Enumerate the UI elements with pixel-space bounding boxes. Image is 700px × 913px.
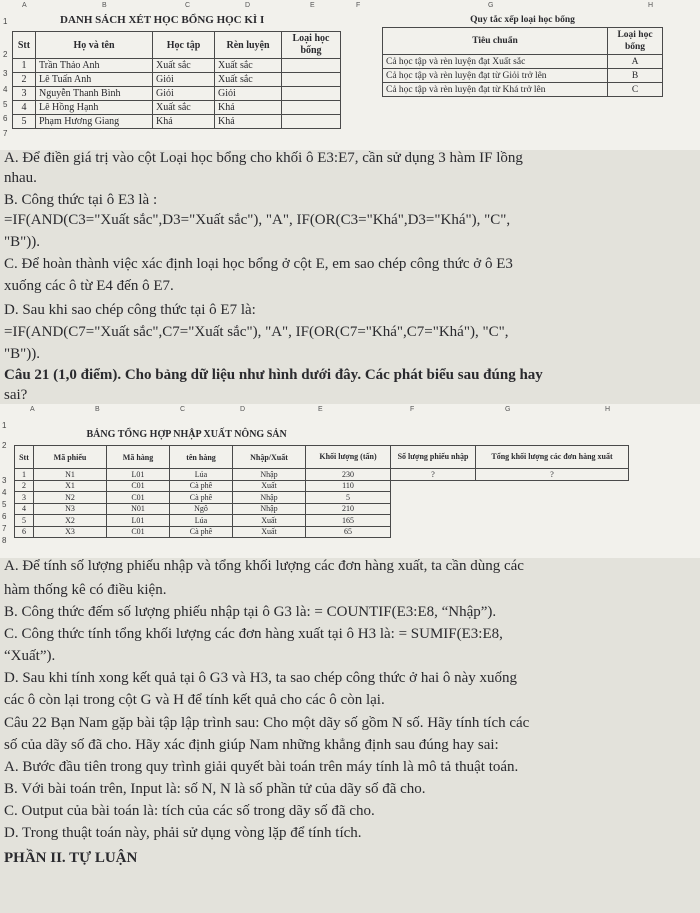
question-22-title: Câu 22 Bạn Nam gặp bài tập lập trình sau: Cho một dãy số gồm N số. Hãy tính tích các	[4, 715, 530, 731]
col-header: Tổng khối lượng các đơn hàng xuất	[476, 446, 629, 469]
cell[interactable]: A	[608, 55, 663, 69]
text-line: =IF(AND(C3="Xuất sắc",D3="Xuất sắc"), "A", IF(OR(C3="Khá",D3="Khá"), "C",	[4, 212, 511, 228]
row-number: 7	[2, 524, 7, 533]
text-line: C. Công thức tính tổng khối lượng các đơn hàng xuất tại ô H3 là: = SUMIF(E3:E8,	[4, 626, 503, 642]
cell[interactable]	[282, 59, 341, 73]
table-row	[15, 503, 629, 515]
col-header: tên hàng	[170, 446, 233, 469]
col-letter: E	[310, 2, 315, 9]
cell[interactable]: Giỏi	[153, 73, 215, 87]
table-row	[383, 55, 663, 69]
cell[interactable]: Khá	[215, 115, 282, 129]
cell[interactable]: Cả học tập và rèn luyện đạt Xuất sắc	[383, 55, 608, 69]
text-line: hàm thống kê có điều kiện.	[4, 582, 167, 598]
cell[interactable]: Nhập	[233, 492, 306, 504]
total-export-cell[interactable]: ?	[476, 469, 629, 481]
text-line: xuống các ô từ E4 đến ô E7.	[4, 278, 174, 294]
col-letter: D	[245, 2, 251, 9]
cell[interactable]: L01	[107, 515, 170, 527]
row-number: 4	[2, 488, 7, 497]
col-letter: G	[488, 2, 494, 9]
cell[interactable]: L01	[107, 469, 170, 481]
text-line: B. Với bài toán trên, Input là: số N, N là số phần tử của dãy số đã cho.	[4, 781, 426, 797]
cell[interactable]: N2	[34, 492, 107, 504]
col-header: Loại học bổng	[282, 32, 341, 59]
cell[interactable]: 2	[13, 73, 36, 87]
cell[interactable]: Cả học tập và rèn luyện đạt từ Khá trở lên	[383, 83, 608, 97]
table-row	[15, 526, 629, 538]
cell[interactable]: Nguyễn Thanh Bình	[36, 87, 153, 101]
text-line: B. Công thức đếm số lượng phiếu nhập tại ô G3 là: = COUNTIF(E3:E8, “Nhập”).	[4, 604, 497, 620]
col-header: Mã hàng	[107, 446, 170, 469]
cell[interactable]: Lúa	[170, 515, 233, 527]
cell[interactable]: N3	[34, 503, 107, 515]
cell[interactable]: Xuất sắc	[153, 101, 215, 115]
cell[interactable]: Khá	[153, 115, 215, 129]
table-row	[13, 87, 341, 101]
col-header: Loại học bổng	[608, 28, 663, 55]
text-line: A. Để điền giá trị vào cột Loại học bổng cho khối ô E3:E7, cần sử dụng 3 hàm IF lồng	[4, 150, 523, 166]
cell[interactable]: 5	[306, 492, 391, 504]
row-number: 8	[2, 536, 7, 545]
col-letter: B	[102, 2, 107, 9]
cell[interactable]: 3	[13, 87, 36, 101]
text-line: C. Để hoàn thành việc xác định loại học bổng ở cột E, em sao chép công thức ở ô E3	[4, 256, 513, 272]
text-line: D. Sau khi tính xong kết quả tại ô G3 và H3, ta sao chép công thức ở hai ô này xuống	[4, 670, 518, 686]
cell[interactable]: Nhập	[233, 503, 306, 515]
col-letter: A	[30, 406, 35, 413]
table-row	[383, 83, 663, 97]
question-21-title: Câu 21 (1,0 điểm). Cho bảng dữ liệu như hình dưới đây. Các phát biểu sau đúng hay	[4, 367, 543, 383]
table-row	[13, 59, 341, 73]
text-line: nhau.	[4, 170, 37, 186]
scholarship-sheet	[0, 0, 700, 150]
cell[interactable]: N01	[107, 503, 170, 515]
col-header: Số lượng phiếu nhập	[391, 446, 476, 469]
table-header-row	[13, 32, 341, 59]
cell[interactable]: C01	[107, 492, 170, 504]
cell[interactable]: Xuất	[233, 480, 306, 492]
cell[interactable]: 4	[15, 503, 34, 515]
rules-title: Quy tắc xếp loại học bổng	[383, 13, 663, 28]
cell[interactable]: 110	[306, 480, 391, 492]
col-letter: H	[648, 2, 654, 9]
col-letter: A	[22, 2, 27, 9]
cell[interactable]: Trần Thảo Anh	[36, 59, 153, 73]
text-line: số của dãy số đã cho. Hãy xác định giúp Nam những khẳng định sau đúng hay sai:	[4, 737, 499, 753]
table-row	[383, 69, 663, 83]
cell[interactable]: Xuất sắc	[215, 73, 282, 87]
table-row	[15, 480, 629, 492]
cell[interactable]: 165	[306, 515, 391, 527]
row-number: 6	[2, 512, 7, 521]
cell[interactable]: 65	[306, 526, 391, 538]
cell[interactable]: Lê Tuấn Anh	[36, 73, 153, 87]
cell[interactable]: 1	[13, 59, 36, 73]
cell[interactable]: Lê Hồng Hạnh	[36, 101, 153, 115]
table-header-row	[15, 446, 629, 469]
col-letter: F	[356, 2, 361, 9]
cell[interactable]: Lúa	[170, 469, 233, 481]
cell[interactable]: Ngô	[170, 503, 233, 515]
sheet1-title: DANH SÁCH XÉT HỌC BỔNG HỌC KÌ I	[60, 14, 265, 26]
cell[interactable]: Xuất sắc	[153, 59, 215, 73]
cell[interactable]: X2	[34, 515, 107, 527]
table-row	[13, 101, 341, 115]
col-header: Mã phiếu	[34, 446, 107, 469]
text-line: "B")).	[4, 346, 40, 362]
cell[interactable]: 230	[306, 469, 391, 481]
text-line: D. Trong thuật toán này, phải sử dụng vòng lặp để tính tích.	[4, 825, 362, 841]
section-2-heading: PHẦN II. TỰ LUẬN	[4, 850, 138, 866]
cell[interactable]: 2	[15, 480, 34, 492]
col-header: Học tập	[153, 32, 215, 59]
cell[interactable]: Nhập	[233, 469, 306, 481]
table-row	[15, 469, 629, 481]
cell[interactable]: X3	[34, 526, 107, 538]
cell[interactable]	[282, 101, 341, 115]
text-line: các ô còn lại trong cột G và H để tính kết quả cho các ô còn lại.	[4, 692, 385, 708]
col-letter: G	[505, 406, 511, 413]
col-header: Stt	[15, 446, 34, 469]
cell[interactable]: 3	[15, 492, 34, 504]
cell[interactable]: 5	[15, 515, 34, 527]
count-import-cell[interactable]: ?	[391, 469, 476, 481]
cell[interactable]: Xuất	[233, 515, 306, 527]
cell[interactable]: Khá	[215, 101, 282, 115]
produce-sheet	[0, 404, 700, 558]
cell[interactable]	[282, 87, 341, 101]
cell[interactable]: 210	[306, 503, 391, 515]
cell[interactable]: C01	[107, 526, 170, 538]
cell[interactable]: Cả học tập và rèn luyện đạt từ Giỏi trở lên	[383, 69, 608, 83]
row-number: 2	[2, 441, 7, 450]
col-letter: C	[180, 406, 186, 413]
text-line: “Xuất”).	[4, 648, 56, 664]
col-letter: F	[410, 406, 415, 413]
table-row	[15, 515, 629, 527]
cell[interactable]: C	[608, 83, 663, 97]
cell[interactable]: 5	[13, 115, 36, 129]
table-row	[13, 73, 341, 87]
row-number: 7	[3, 129, 8, 138]
col-letter: E	[318, 406, 323, 413]
cell[interactable]: Giỏi	[215, 87, 282, 101]
cell[interactable]: 1	[15, 469, 34, 481]
cell[interactable]: Xuất sắc	[215, 59, 282, 73]
text-line: A. Để tính số lượng phiếu nhập và tổng khối lượng các đơn hàng xuất, ta cần dùng các	[4, 558, 524, 574]
table-row	[15, 492, 629, 504]
col-header: Nhập/Xuất	[233, 446, 306, 469]
text-line: D. Sau khi sao chép công thức tại ô E7 là:	[4, 302, 256, 318]
row-number: 4	[3, 85, 8, 94]
row-number: 1	[2, 421, 7, 430]
col-header: Rèn luyện	[215, 32, 282, 59]
cell[interactable]: B	[608, 69, 663, 83]
row-number: 3	[2, 476, 7, 485]
cell[interactable]	[282, 73, 341, 87]
col-letter: D	[240, 406, 246, 413]
cell[interactable]: C01	[107, 480, 170, 492]
cell[interactable]: Cà phê	[170, 492, 233, 504]
row-number: 6	[3, 114, 8, 123]
text-line: "B")).	[4, 234, 40, 250]
text-line: =IF(AND(C7="Xuất sắc",C7="Xuất sắc"), "A", IF(OR(C7="Khá",C7="Khá"), "C",	[4, 324, 509, 340]
cell[interactable]	[282, 115, 341, 129]
row-number: 5	[3, 100, 8, 109]
col-header: Khối lượng (tấn)	[306, 446, 391, 469]
cell[interactable]: N1	[34, 469, 107, 481]
text-line: A. Bước đầu tiên trong quy trình giải quyết bài toán trên máy tính là mô tả thuật toán.	[4, 759, 519, 775]
rules-table	[382, 13, 663, 97]
row-number: 3	[3, 69, 8, 78]
col-letter: B	[95, 406, 100, 413]
col-header: Stt	[13, 32, 36, 59]
cell[interactable]: Cà phê	[170, 480, 233, 492]
text-line: B. Công thức tại ô E3 là :	[4, 192, 158, 208]
text-line: C. Output của bài toán là: tích của các số trong dãy số đã cho.	[4, 803, 375, 819]
row-number: 5	[2, 500, 7, 509]
row-number: 2	[3, 50, 8, 59]
cell[interactable]: Cà phê	[170, 526, 233, 538]
col-letter: H	[605, 406, 611, 413]
cell[interactable]: Phạm Hương Giang	[36, 115, 153, 129]
col-letter: C	[185, 2, 191, 9]
cell[interactable]: 6	[15, 526, 34, 538]
text-line: sai?	[4, 387, 28, 403]
cell[interactable]: Giỏi	[153, 87, 215, 101]
table-row	[13, 115, 341, 129]
cell[interactable]: X1	[34, 480, 107, 492]
sheet2-title: BẢNG TỔNG HỢP NHẬP XUẤT NÔNG SẢN	[86, 428, 287, 440]
table-header-row	[383, 28, 663, 55]
produce-table	[14, 423, 629, 538]
cell[interactable]: 4	[13, 101, 36, 115]
row-number: 1	[3, 17, 8, 26]
scholarship-table	[12, 31, 341, 129]
col-header: Họ và tên	[36, 32, 153, 59]
col-header: Tiêu chuẩn	[383, 28, 608, 55]
cell[interactable]: Xuất	[233, 526, 306, 538]
